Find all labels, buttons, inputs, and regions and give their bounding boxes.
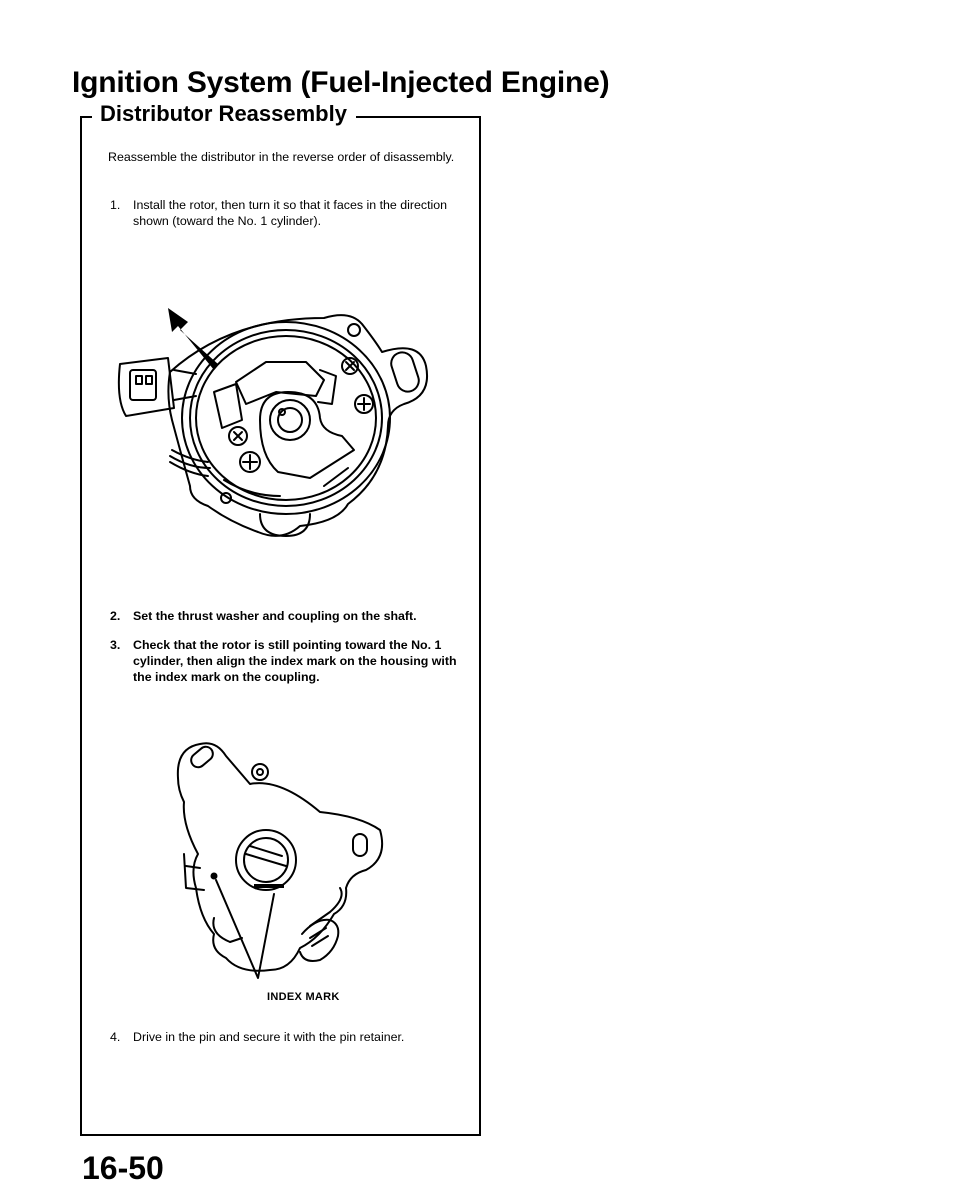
step-text: Check that the rotor is still pointing toward the No. 1 cylinder, then align the index mark on the housing with the index mark on the coupling. bbox=[133, 638, 457, 684]
figure-index-mark bbox=[170, 738, 400, 988]
step-text: Set the thrust washer and coupling on the shaft. bbox=[133, 609, 417, 623]
step-number: 2. bbox=[110, 609, 121, 623]
step-number: 3. bbox=[110, 638, 121, 652]
page-number: 16-50 bbox=[82, 1150, 164, 1186]
index-mark-label: INDEX MARK bbox=[267, 991, 340, 1003]
step-text: Install the rotor, then turn it so that it faces in the direction shown (toward the No. 1 cylinder). bbox=[133, 198, 448, 228]
step-text: Drive in the pin and secure it with the pin retainer. bbox=[133, 1030, 405, 1044]
step-3 bbox=[110, 637, 470, 687]
frame-top-left-rule bbox=[80, 116, 92, 118]
intro-text: Reassemble the distributor in the reverse order of disassembly. bbox=[108, 150, 455, 164]
step-number: 1. bbox=[110, 198, 121, 212]
page-title: Ignition System (Fuel-Injected Engine) bbox=[72, 66, 610, 99]
step-4 bbox=[110, 1029, 470, 1047]
step-number: 4. bbox=[110, 1030, 121, 1044]
frame-top-right-rule bbox=[356, 116, 481, 118]
figure-distributor-rotor bbox=[110, 300, 440, 550]
step-2 bbox=[110, 608, 470, 626]
section-title: Distributor Reassembly bbox=[98, 101, 351, 127]
step-1 bbox=[110, 197, 470, 231]
